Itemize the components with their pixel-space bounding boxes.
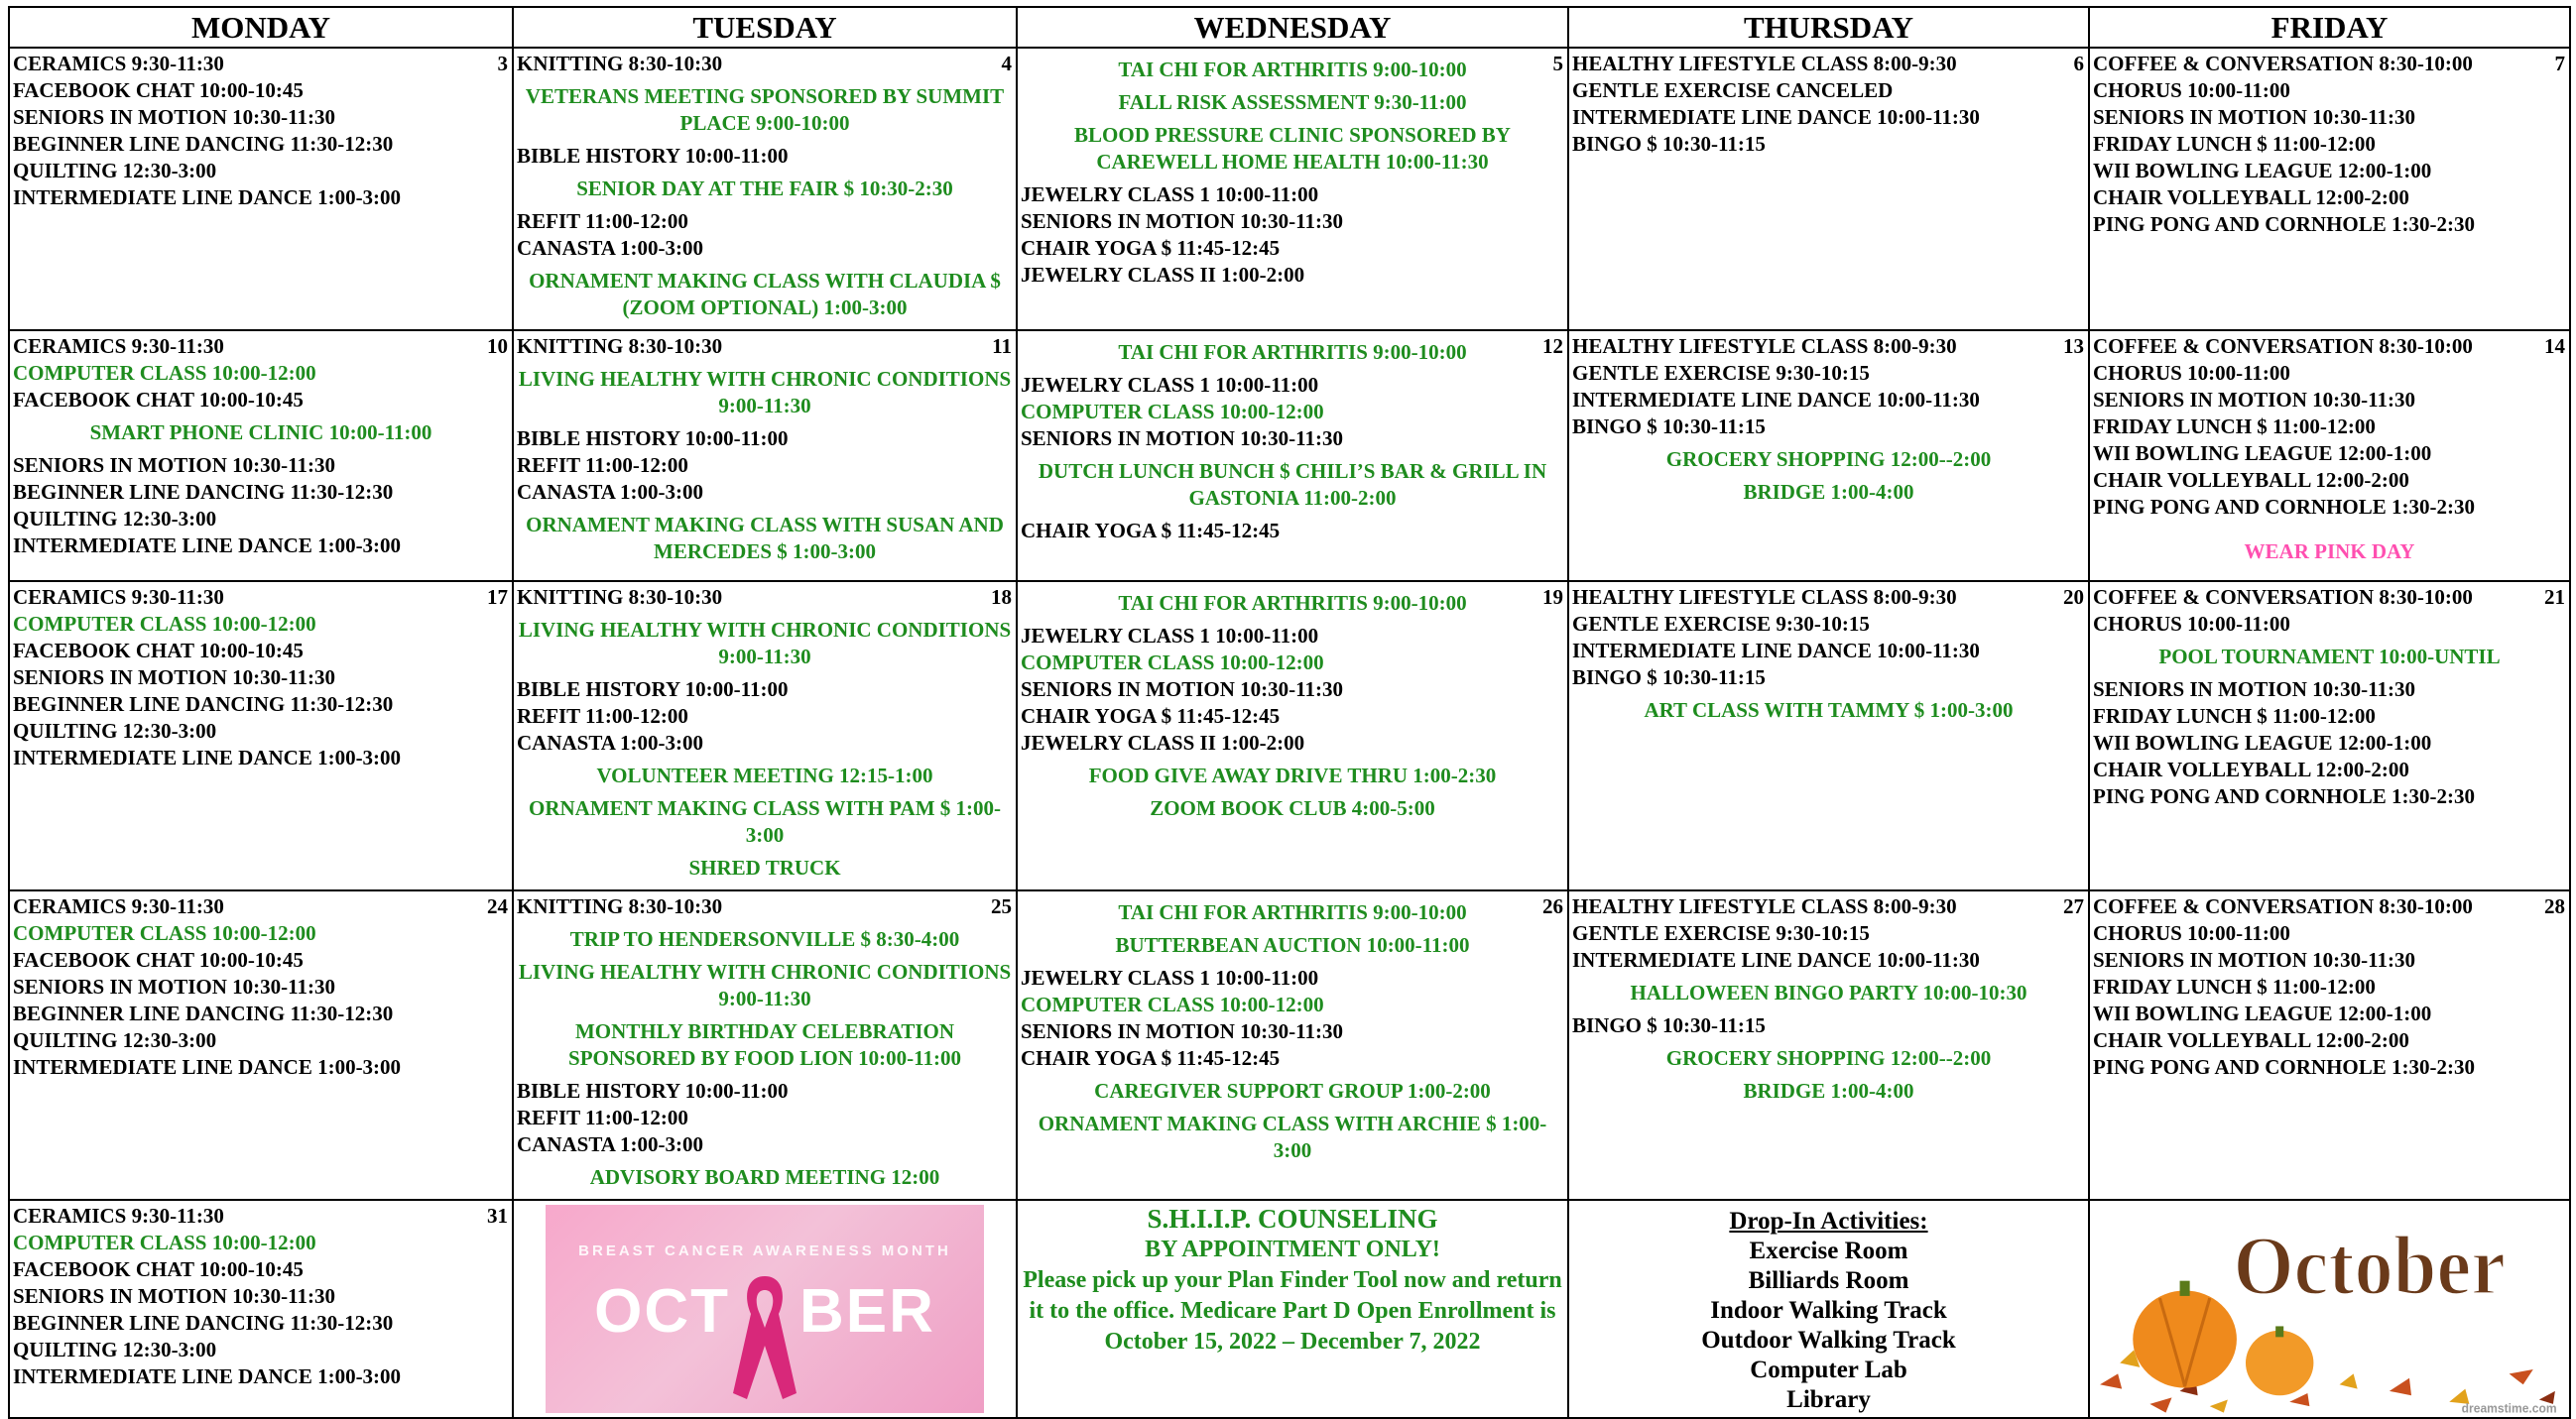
calendar-event: SENIORS IN MOTION 10:30-11:30: [13, 105, 335, 129]
calendar-event: ORNAMENT MAKING CLASS WITH SUSAN AND MERCEDES $ 1:00-3:00: [526, 513, 1004, 563]
calendar-event: GENTLE EXERCISE CANCELED: [1572, 78, 1894, 102]
day-number: 14: [2544, 334, 2565, 358]
calendar-event: GROCERY SHOPPING 12:00--2:00: [1665, 447, 1992, 471]
header-tuesday: TUESDAY: [513, 7, 1017, 48]
calendar-event: BEGINNER LINE DANCING 11:30-12:30: [13, 1002, 394, 1025]
dreamstime-watermark: dreamstime.com: [2461, 1401, 2557, 1416]
calendar-event: FRIDAY LUNCH $ 11:00-12:00: [2093, 132, 2376, 156]
calendar-event: ADVISORY BOARD MEETING 12:00: [589, 1165, 940, 1189]
calendar-event: REFIT 11:00-12:00: [517, 209, 688, 233]
calendar-event: PING PONG AND CORNHOLE 1:30-2:30: [2093, 212, 2475, 236]
calendar-event: FOOD GIVE AWAY DRIVE THRU 1:00-2:30: [1088, 764, 1497, 787]
calendar-event: JEWELRY CLASS II 1:00-2:00: [1021, 731, 1305, 755]
calendar-event: SENIORS IN MOTION 10:30-11:30: [1021, 1019, 1343, 1043]
calendar-event: INTERMEDIATE LINE DANCE 1:00-3:00: [13, 1364, 402, 1388]
calendar-event: CHORUS 10:00-11:00: [2093, 921, 2290, 945]
day-cell-25: [513, 890, 1017, 1200]
calendar-event: CHAIR VOLLEYBALL 12:00-2:00: [2093, 185, 2409, 209]
calendar-event: VETERANS MEETING SPONSORED BY SUMMIT PLACE 9:00-10:00: [525, 84, 1005, 135]
calendar-event: BEGINNER LINE DANCING 11:30-12:30: [13, 1311, 394, 1335]
calendar-event: HEALTHY LIFESTYLE CLASS 8:00-9:30: [1572, 52, 1957, 75]
day-number: 6: [2073, 52, 2084, 75]
day-number: 19: [1542, 585, 1563, 609]
day-cell-19: [1017, 581, 1568, 890]
calendar-event: SHRED TRUCK: [688, 856, 841, 880]
calendar-event: ART CLASS WITH TAMMY $ 1:00-3:00: [1644, 698, 2014, 722]
day-cell-27: [1568, 890, 2089, 1200]
day-number: 26: [1542, 894, 1563, 918]
calendar-event: CHAIR VOLLEYBALL 12:00-2:00: [2093, 468, 2409, 492]
calendar-event: BIBLE HISTORY 10:00-11:00: [517, 144, 789, 168]
calendar-event: BIBLE HISTORY 10:00-11:00: [517, 1079, 789, 1103]
calendar-event: QUILTING 12:30-3:00: [13, 507, 217, 531]
calendar-event: INTERMEDIATE LINE DANCE 1:00-3:00: [13, 746, 402, 769]
drop-in-item: Indoor Walking Track: [1710, 1297, 1947, 1324]
calendar-event: SENIORS IN MOTION 10:30-11:30: [13, 975, 335, 999]
calendar-event: CAREGIVER SUPPORT GROUP 1:00-2:00: [1094, 1079, 1491, 1103]
calendar-event: REFIT 11:00-12:00: [517, 704, 688, 728]
week-row: [9, 581, 2570, 890]
calendar-event: FALL RISK ASSESSMENT 9:30-11:00: [1118, 90, 1467, 114]
calendar-event: WII BOWLING LEAGUE 12:00-1:00: [2093, 441, 2432, 465]
calendar-event: KNITTING 8:30-10:30: [517, 585, 723, 609]
calendar-event: FRIDAY LUNCH $ 11:00-12:00: [2093, 975, 2376, 999]
calendar-event: CERAMICS 9:30-11:30: [13, 52, 224, 75]
drop-in-header: Drop-In Activities:: [1729, 1208, 1928, 1235]
calendar-event: COMPUTER CLASS 10:00-12:00: [13, 361, 316, 385]
calendar-event: DUTCH LUNCH BUNCH $ CHILI’S BAR & GRILL IN GASTONIA 11:00-2:00: [1038, 459, 1547, 510]
day-cell-14: [2089, 330, 2570, 581]
day-cell-28: [2089, 890, 2570, 1200]
october-pumpkins-image: [2090, 1201, 2569, 1417]
calendar-event: PING PONG AND CORNHOLE 1:30-2:30: [2093, 1055, 2475, 1079]
day-number: 12: [1542, 334, 1563, 358]
day-number: 11: [992, 334, 1012, 358]
calendar-event: FACEBOOK CHAT 10:00-10:45: [13, 948, 304, 972]
calendar-event: CHAIR YOGA $ 11:45-12:45: [1021, 704, 1281, 728]
calendar-event: SENIOR DAY AT THE FAIR $ 10:30-2:30: [576, 177, 953, 200]
calendar-event: ORNAMENT MAKING CLASS WITH ARCHIE $ 1:00-3:00: [1038, 1112, 1547, 1162]
calendar-table: [8, 6, 2571, 1419]
calendar-event: LIVING HEALTHY WITH CHRONIC CONDITIONS 9:00-11:30: [518, 367, 1012, 417]
calendar-event: MONTHLY BIRTHDAY CELEBRATION SPONSORED BY FOOD LION 10:00-11:00: [568, 1019, 961, 1070]
calendar-event: HEALTHY LIFESTYLE CLASS 8:00-9:30: [1572, 585, 1957, 609]
calendar-event: LIVING HEALTHY WITH CHRONIC CONDITIONS 9:00-11:30: [518, 618, 1012, 668]
calendar-event: SENIORS IN MOTION 10:30-11:30: [2093, 948, 2415, 972]
calendar-event: INTERMEDIATE LINE DANCE 10:00-11:30: [1572, 639, 1980, 662]
shiip-plan-finder-note: Please pick up your Plan Finder Tool now and return it to the office. Medicare Part D Open Enrollment is: [1023, 1267, 1562, 1324]
day-number: 25: [991, 894, 1012, 918]
day-cell-6: [1568, 48, 2089, 330]
day-cell-5: [1017, 48, 1568, 330]
day-number: 13: [2063, 334, 2084, 358]
header-monday: MONDAY: [9, 7, 513, 48]
calendar-event: CANASTA 1:00-3:00: [517, 236, 704, 260]
calendar-event: ZOOM BOOK CLUB 4:00-5:00: [1150, 796, 1435, 820]
calendar-event: WII BOWLING LEAGUE 12:00-1:00: [2093, 159, 2432, 182]
calendar-event: CHAIR YOGA $ 11:45-12:45: [1021, 1046, 1281, 1070]
calendar-event: ORNAMENT MAKING CLASS WITH PAM $ 1:00-3:00: [528, 796, 1002, 847]
calendar-event: FRIDAY LUNCH $ 11:00-12:00: [2093, 414, 2376, 438]
calendar-event: ORNAMENT MAKING CLASS WITH CLAUDIA $ (ZOOM OPTIONAL) 1:00-3:00: [529, 269, 1001, 319]
calendar-event: CERAMICS 9:30-11:30: [13, 334, 224, 358]
calendar-event: BINGO $ 10:30-11:15: [1572, 1013, 1766, 1037]
week-row: [9, 890, 2570, 1200]
calendar-event: SENIORS IN MOTION 10:30-11:30: [13, 665, 335, 689]
calendar-event: BEGINNER LINE DANCING 11:30-12:30: [13, 132, 394, 156]
calendar-event: WEAR PINK DAY: [2244, 539, 2415, 563]
calendar-event: INTERMEDIATE LINE DANCE 1:00-3:00: [13, 185, 402, 209]
calendar-event: CHAIR VOLLEYBALL 12:00-2:00: [2093, 1028, 2409, 1052]
calendar-event: COMPUTER CLASS 10:00-12:00: [1021, 400, 1324, 423]
shiip-appointment-note: BY APPOINTMENT ONLY!: [1145, 1237, 1440, 1262]
calendar-event: WII BOWLING LEAGUE 12:00-1:00: [2093, 1002, 2432, 1025]
calendar-event: FACEBOOK CHAT 10:00-10:45: [13, 1257, 304, 1281]
calendar-event: COMPUTER CLASS 10:00-12:00: [13, 612, 316, 636]
calendar-event: COMPUTER CLASS 10:00-12:00: [1021, 650, 1324, 674]
calendar-event: GENTLE EXERCISE 9:30-10:15: [1572, 361, 1870, 385]
calendar-event: REFIT 11:00-12:00: [517, 1106, 688, 1129]
calendar-event: BIBLE HISTORY 10:00-11:00: [517, 677, 789, 701]
drop-in-item: Computer Lab: [1750, 1357, 1907, 1383]
day-cell-3: [9, 48, 513, 330]
calendar-event: FACEBOOK CHAT 10:00-10:45: [13, 639, 304, 662]
day-cell-7: [2089, 48, 2570, 330]
october-art-cell: [2089, 1200, 2570, 1418]
calendar-event: JEWELRY CLASS 1 10:00-11:00: [1021, 182, 1319, 206]
calendar-event: GROCERY SHOPPING 12:00--2:00: [1665, 1046, 1992, 1070]
calendar-event: QUILTING 12:30-3:00: [13, 1028, 217, 1052]
october-word: October: [2233, 1218, 2507, 1313]
day-cell-4: [513, 48, 1017, 330]
calendar-event: COMPUTER CLASS 10:00-12:00: [13, 1231, 316, 1254]
calendar-event: SENIORS IN MOTION 10:30-11:30: [2093, 677, 2415, 701]
calendar-event: JEWELRY CLASS 1 10:00-11:00: [1021, 966, 1319, 990]
drop-in-item: Billiards Room: [1748, 1267, 1909, 1294]
day-cell-12: [1017, 330, 1568, 581]
day-cell-17: [9, 581, 513, 890]
day-number: 24: [487, 894, 508, 918]
calendar-event: CERAMICS 9:30-11:30: [13, 894, 224, 918]
calendar-event: CHORUS 10:00-11:00: [2093, 612, 2290, 636]
shiip-title: S.H.I.I.P. COUNSELING: [1147, 1204, 1438, 1234]
day-number: 17: [487, 585, 508, 609]
calendar-event: SMART PHONE CLINIC 10:00-11:00: [89, 420, 432, 444]
calendar-event: BRIDGE 1:00-4:00: [1743, 1079, 1914, 1103]
calendar-event: COMPUTER CLASS 10:00-12:00: [13, 921, 316, 945]
calendar-event: REFIT 11:00-12:00: [517, 453, 688, 477]
week-row: [9, 330, 2570, 581]
day-cell-26: [1017, 890, 1568, 1200]
calendar-event: QUILTING 12:30-3:00: [13, 1338, 217, 1361]
day-number: 27: [2063, 894, 2084, 918]
day-cell-10: [9, 330, 513, 581]
day-number: 3: [497, 52, 508, 75]
shiip-counseling-cell: [1017, 1200, 1568, 1418]
calendar-event: JEWELRY CLASS 1 10:00-11:00: [1021, 624, 1319, 648]
calendar-event: COMPUTER CLASS 10:00-12:00: [1021, 993, 1324, 1016]
calendar-event: CHORUS 10:00-11:00: [2093, 78, 2290, 102]
calendar-event: QUILTING 12:30-3:00: [13, 719, 217, 743]
calendar-event: WII BOWLING LEAGUE 12:00-1:00: [2093, 731, 2432, 755]
calendar-event: CANASTA 1:00-3:00: [517, 1132, 704, 1156]
day-number: 20: [2063, 585, 2084, 609]
weekday-header-row: [9, 7, 2570, 48]
calendar-event: CANASTA 1:00-3:00: [517, 480, 704, 504]
calendar-event: KNITTING 8:30-10:30: [517, 52, 723, 75]
calendar-event: COFFEE & CONVERSATION 8:30-10:00: [2093, 334, 2473, 358]
calendar-event: CERAMICS 9:30-11:30: [13, 1204, 224, 1228]
day-number: 21: [2544, 585, 2565, 609]
calendar-event: BEGINNER LINE DANCING 11:30-12:30: [13, 692, 394, 716]
day-cell-31: [9, 1200, 513, 1418]
calendar-event: JEWELRY CLASS II 1:00-2:00: [1021, 263, 1305, 287]
calendar-event: VOLUNTEER MEETING 12:15-1:00: [596, 764, 933, 787]
calendar-event: SENIORS IN MOTION 10:30-11:30: [13, 1284, 335, 1308]
shiip-enrollment-dates: October 15, 2022 – December 7, 2022: [1104, 1329, 1481, 1355]
calendar-event: TAI CHI FOR ARTHRITIS 9:00-10:00: [1118, 340, 1467, 364]
calendar-event: CHORUS 10:00-11:00: [2093, 361, 2290, 385]
calendar-event: TRIP TO HENDERSONVILLE $ 8:30-4:00: [569, 927, 960, 951]
calendar-event: CHAIR VOLLEYBALL 12:00-2:00: [2093, 758, 2409, 781]
calendar-event: BINGO $ 10:30-11:15: [1572, 414, 1766, 438]
day-number: 5: [1552, 52, 1563, 75]
calendar-event: JEWELRY CLASS 1 10:00-11:00: [1021, 373, 1319, 397]
calendar-event: COFFEE & CONVERSATION 8:30-10:00: [2093, 585, 2473, 609]
day-number: 31: [487, 1204, 508, 1228]
calendar-event: CERAMICS 9:30-11:30: [13, 585, 224, 609]
header-thursday: THURSDAY: [1568, 7, 2089, 48]
calendar-event: SENIORS IN MOTION 10:30-11:30: [1021, 209, 1343, 233]
calendar-event: BUTTERBEAN AUCTION 10:00-11:00: [1115, 933, 1470, 957]
calendar-event: TAI CHI FOR ARTHRITIS 9:00-10:00: [1118, 900, 1467, 924]
calendar-event: TAI CHI FOR ARTHRITIS 9:00-10:00: [1118, 591, 1467, 615]
breast-cancer-awareness-banner: [546, 1205, 984, 1413]
day-cell-18: [513, 581, 1017, 890]
calendar-event: KNITTING 8:30-10:30: [517, 894, 723, 918]
day-cell-21: [2089, 581, 2570, 890]
calendar-event: BEGINNER LINE DANCING 11:30-12:30: [13, 480, 394, 504]
day-number: 18: [991, 585, 1012, 609]
calendar-event: HEALTHY LIFESTYLE CLASS 8:00-9:30: [1572, 334, 1957, 358]
day-number: 7: [2554, 52, 2565, 75]
calendar-event: HALLOWEEN BINGO PARTY 10:00-10:30: [1630, 981, 2027, 1005]
calendar-event: BLOOD PRESSURE CLINIC SPONSORED BY CAREWELL HOME HEALTH 10:00-11:30: [1074, 123, 1511, 174]
drop-in-activities-cell: [1568, 1200, 2089, 1418]
calendar-event: FACEBOOK CHAT 10:00-10:45: [13, 78, 304, 102]
calendar-event: COFFEE & CONVERSATION 8:30-10:00: [2093, 52, 2473, 75]
calendar-event: HEALTHY LIFESTYLE CLASS 8:00-9:30: [1572, 894, 1957, 918]
calendar-event: PING PONG AND CORNHOLE 1:30-2:30: [2093, 495, 2475, 519]
day-cell-24: [9, 890, 513, 1200]
banner-title: OCT BER: [594, 1277, 935, 1346]
day-number: 10: [487, 334, 508, 358]
calendar-event: SENIORS IN MOTION 10:30-11:30: [2093, 388, 2415, 412]
day-cell-11: [513, 330, 1017, 581]
calendar-event: PING PONG AND CORNHOLE 1:30-2:30: [2093, 784, 2475, 808]
calendar-event: SENIORS IN MOTION 10:30-11:30: [13, 453, 335, 477]
day-cell-20: [1568, 581, 2089, 890]
calendar-event: FRIDAY LUNCH $ 11:00-12:00: [2093, 704, 2376, 728]
calendar-event: QUILTING 12:30-3:00: [13, 159, 217, 182]
calendar-event: INTERMEDIATE LINE DANCE 1:00-3:00: [13, 1055, 402, 1079]
week-row-last: [9, 1200, 2570, 1418]
week-row: [9, 48, 2570, 330]
calendar-event: INTERMEDIATE LINE DANCE 10:00-11:30: [1572, 105, 1980, 129]
calendar-event: BRIDGE 1:00-4:00: [1743, 480, 1914, 504]
calendar-event: SENIORS IN MOTION 10:30-11:30: [1021, 677, 1343, 701]
calendar-event: BIBLE HISTORY 10:00-11:00: [517, 426, 789, 450]
calendar-event: TAI CHI FOR ARTHRITIS 9:00-10:00: [1118, 58, 1467, 81]
drop-in-item: Outdoor Walking Track: [1701, 1327, 1956, 1354]
drop-in-item: Exercise Room: [1749, 1238, 1908, 1264]
breast-cancer-banner-cell: [513, 1200, 1017, 1418]
calendar-event: SENIORS IN MOTION 10:30-11:30: [2093, 105, 2415, 129]
day-number: 4: [1001, 52, 1012, 75]
calendar-event: INTERMEDIATE LINE DANCE 1:00-3:00: [13, 533, 402, 557]
calendar-event: CHAIR YOGA $ 11:45-12:45: [1021, 519, 1281, 542]
calendar-event: SENIORS IN MOTION 10:30-11:30: [1021, 426, 1343, 450]
calendar-event: FACEBOOK CHAT 10:00-10:45: [13, 388, 304, 412]
banner-subtitle: BREAST CANCER AWARENESS MONTH: [578, 1242, 951, 1259]
header-friday: FRIDAY: [2089, 7, 2570, 48]
calendar-event: KNITTING 8:30-10:30: [517, 334, 723, 358]
calendar-event: INTERMEDIATE LINE DANCE 10:00-11:30: [1572, 388, 1980, 412]
pink-ribbon-icon: [725, 1262, 804, 1401]
calendar-event: BINGO $ 10:30-11:15: [1572, 665, 1766, 689]
calendar-event: COFFEE & CONVERSATION 8:30-10:00: [2093, 894, 2473, 918]
calendar-event: POOL TOURNAMENT 10:00-UNTIL: [2158, 645, 2501, 668]
calendar-event: GENTLE EXERCISE 9:30-10:15: [1572, 921, 1870, 945]
calendar-event: CANASTA 1:00-3:00: [517, 731, 704, 755]
header-wednesday: WEDNESDAY: [1017, 7, 1568, 48]
day-number: 28: [2544, 894, 2565, 918]
drop-in-item: Library: [1786, 1386, 1871, 1413]
day-cell-13: [1568, 330, 2089, 581]
calendar-event: LIVING HEALTHY WITH CHRONIC CONDITIONS 9:00-11:30: [518, 960, 1012, 1010]
calendar-event: CHAIR YOGA $ 11:45-12:45: [1021, 236, 1281, 260]
calendar-event: BINGO $ 10:30-11:15: [1572, 132, 1766, 156]
calendar-event: GENTLE EXERCISE 9:30-10:15: [1572, 612, 1870, 636]
calendar-event: INTERMEDIATE LINE DANCE 10:00-11:30: [1572, 948, 1980, 972]
